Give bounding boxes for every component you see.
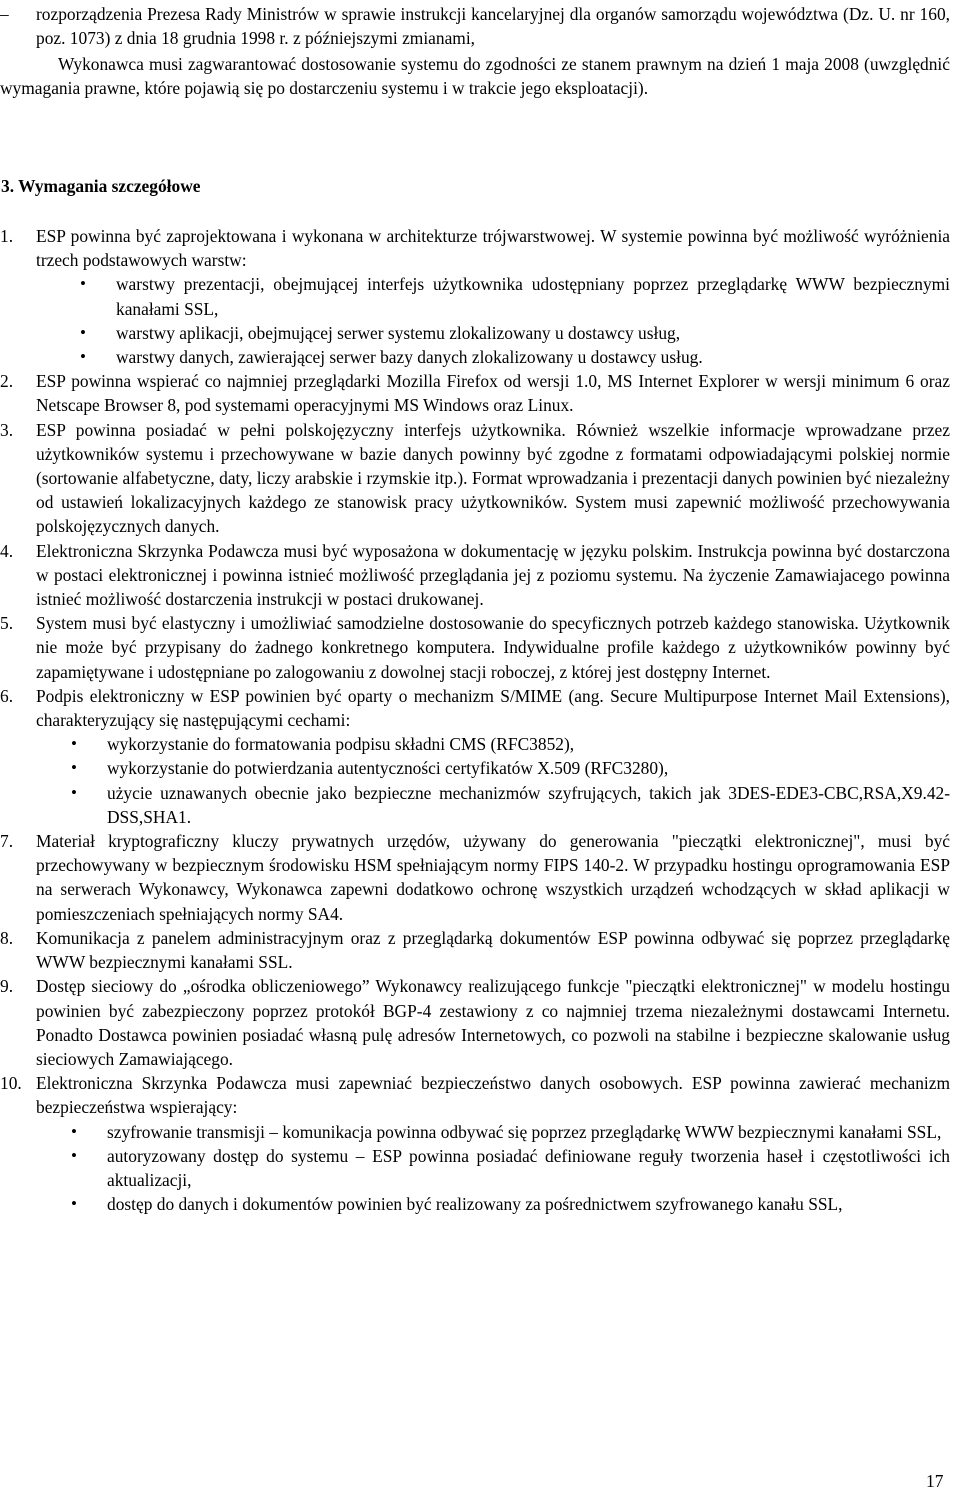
requirement-item-9 bbox=[0, 974, 950, 1071]
bullet-icon: • bbox=[71, 758, 77, 778]
bullet-item bbox=[0, 781, 950, 829]
item-number: 2. bbox=[0, 371, 14, 392]
page-number: 17 bbox=[926, 1471, 944, 1491]
bullet-item bbox=[0, 732, 950, 756]
intro-paragraph: Wykonawca musi zagwarantować dostosowanie systemu do zgodności ze stanem prawnym na dzień 1 maja 2008 (uwzględnić wymagania prawne, które pojawią się po dostarczeniu systemu i w trakcie jego eksploatacji). bbox=[0, 54, 950, 99]
bullet-icon: • bbox=[80, 274, 86, 294]
item-text: Elektroniczna Skrzynka Podawcza musi być wyposażona w dokumentację w języku polskim. Instrukcja powinna być dostarczona w postaci elektronicznej i powinna istnieć możliwość przeglądania jej z poziomu systemu. Na życzenie Zamawiajacego powinna istnieć możliwość dostarczenia instrukcji w postaci drukowanej. bbox=[36, 540, 950, 610]
bullet-icon: • bbox=[71, 1194, 77, 1214]
item-text: Komunikacja z panelem administracyjnym oraz z przeglądarką dokumentów ESP powinna odbywać się poprzez przeglądarkę WWW bezpiecznymi kanałami SSL. bbox=[36, 927, 950, 973]
regulation-list-item bbox=[0, 2, 950, 50]
bullet-item bbox=[0, 272, 950, 320]
regulation-text: rozporządzenia Prezesa Rady Ministrów w sprawie instrukcji kancelaryjnej dla organów samorządu województwa (Dz. U. nr 160, poz. 1073) z dnia 18 grudnia 1998 r. z późniejszymi zmianami, bbox=[36, 4, 950, 49]
requirement-item-8 bbox=[0, 926, 950, 974]
bullet-icon: • bbox=[71, 1145, 77, 1165]
bullet-list bbox=[0, 732, 950, 829]
bullet-text: szyfrowanie transmisji – komunikacja powinna odbywać się poprzez przeglądarkę WWW bezpiecznymi kanałami SSL, bbox=[107, 1121, 942, 1142]
item-text: ESP powinna posiadać w pełni polskojęzyczny interfejs użytkownika. Również wszelkie informacje wprowadzane przez użytkowników systemu i przechowywane w bazie danych powinny być zgodne z formatami odpowiadającymi polskiej normie (sortowanie alfabetyczne, daty, liczy arabskie i rzymskie itp.). Format wprowadzania i prezentacji danych powinien być niezależny od ustawień lokalizacyjnych każdego ze stanowisk pracy użytkowników. System musi zapewnić możliwość przechowywania polskojęzycznych danych. bbox=[36, 419, 950, 537]
item-text: ESP powinna być zaprojektowana i wykonana w architekturze trójwarstwowej. W systemie powinna być możliwość wyróżnienia trzech podstawowych warstw: bbox=[36, 226, 950, 271]
section-heading: 3. Wymagania szczegółowe bbox=[1, 176, 201, 196]
bullet-text: autoryzowany dostęp do systemu – ESP powinna posiadać definiowane reguły tworzenia haseł i częstotliwości ich aktualizacji, bbox=[107, 1145, 950, 1190]
requirement-item-4 bbox=[0, 539, 950, 612]
bullet-icon: • bbox=[71, 734, 77, 754]
bullet-icon: • bbox=[80, 322, 86, 342]
bullet-icon: • bbox=[71, 1121, 77, 1141]
item-text: System musi być elastyczny i umożliwiać samodzielne dostosowanie do specyficznych potrzeb każdego stanowiska. Użytkownik nie może być przypisany do żadnego konkretnego komputera. Indywidualne profile każdego z użytkowników powinny być zapamiętywane i udostępniane po zalogowaniu z dowolnej stacji roboczej, z której jest dostępny Internet. bbox=[36, 613, 950, 682]
item-number: 3. bbox=[0, 419, 14, 440]
item-number: 9. bbox=[0, 976, 14, 997]
requirement-item-10 bbox=[0, 1071, 950, 1119]
bullet-text: użycie uznawanych obecnie jako bezpieczne mechanizmów szyfrujących, takich jak 3DES-EDE3-CBC,RSA,X9.42-DSS,SHA1. bbox=[107, 782, 950, 827]
bullet-item bbox=[0, 1192, 950, 1216]
bullet-text: wykorzystanie do formatowania podpisu składni CMS (RFC3852), bbox=[107, 734, 575, 755]
bullet-item bbox=[0, 345, 950, 369]
item-text: Elektroniczna Skrzynka Podawcza musi zapewniać bezpieczeństwo danych osobowych. ESP powinna zawierać mechanizm bezpieczeństwa wspierający: bbox=[36, 1073, 950, 1118]
requirement-item-3 bbox=[0, 418, 950, 539]
bullet-icon: • bbox=[71, 782, 77, 802]
bullet-text: warstwy danych, zawierającej serwer bazy danych zlokalizowany u dostawcy usług. bbox=[116, 347, 703, 368]
bullet-item bbox=[0, 321, 950, 345]
item-number: 10. bbox=[0, 1073, 22, 1094]
item-text: ESP powinna wspierać co najmniej przeglądarki Mozilla Firefox od wersji 1.0, MS Internet Explorer w wersji minimum 6 oraz Netscape Browser 8, pod systemami operacyjnymi MS Windows oraz Linux. bbox=[36, 371, 950, 416]
bullet-list bbox=[0, 272, 950, 369]
item-number: 8. bbox=[0, 927, 14, 948]
bullet-item bbox=[0, 1120, 950, 1144]
item-number: 5. bbox=[0, 613, 14, 634]
item-text: Materiał kryptograficzny kluczy prywatnych urzędów, używany do generowania "pieczątki elektronicznej", musi być przechowywany w bezpiecznym środowisku HSM spełniającym normy FIPS 140-2. W przypadku hostingu oprogramowania ESP na serwerach Wykonawcy, Wykonawca zapewni dodatkowo ochronę wszystkich urządzeń wchodzących w skład aplikacji w pomieszczeniach spełniających normy SA4. bbox=[36, 831, 950, 924]
bullet-list bbox=[0, 1120, 950, 1217]
item-number: 4. bbox=[0, 540, 14, 561]
requirement-item-2 bbox=[0, 369, 950, 417]
bullet-text: warstwy prezentacji, obejmującej interfejs użytkownika udostępniany poprzez przeglądarkę WWW bezpiecznymi kanałami SSL, bbox=[116, 274, 950, 319]
item-number: 7. bbox=[0, 831, 14, 852]
item-text: Dostęp sieciowy do „ośrodka obliczeniowego” Wykonawcy realizującego funkcje "pieczątki elektronicznej" w modelu hostingu powinien być zabezpieczony poprzez protokół BGP-4 zestawiony z co najmniej trzema niezależnymi dostawcami Internetu. Ponadto Dostawca powinien posiadać własną pulę adresów Internetowych, co pozwoli na stabilne i bezpieczne skalowanie usług sieciowych Zamawiającego. bbox=[36, 976, 950, 1069]
item-text: Podpis elektroniczny w ESP powinien być oparty o mechanizm S/MIME (ang. Secure Multipurpose Internet Mail Extensions), charakteryzujący się następującymi cechami: bbox=[36, 685, 950, 731]
bullet-icon: • bbox=[80, 347, 86, 367]
requirements-list bbox=[0, 224, 950, 1216]
item-number: 6. bbox=[0, 685, 14, 706]
bullet-text: dostęp do danych i dokumentów powinien być realizowany za pośrednictwem szyfrowanego kanału SSL, bbox=[107, 1194, 843, 1215]
requirement-item-1 bbox=[0, 224, 950, 272]
dash-marker: – bbox=[0, 4, 9, 24]
bullet-text: wykorzystanie do potwierdzania autentyczności certyfikatów X.509 (RFC3280), bbox=[107, 758, 669, 779]
item-number: 1. bbox=[0, 226, 14, 246]
bullet-item bbox=[0, 1144, 950, 1192]
bullet-item bbox=[0, 756, 950, 780]
requirement-item-6 bbox=[0, 684, 950, 732]
requirement-item-7 bbox=[0, 829, 950, 926]
bullet-text: warstwy aplikacji, obejmującej serwer systemu zlokalizowany u dostawcy usług, bbox=[116, 322, 681, 343]
requirement-item-5 bbox=[0, 611, 950, 684]
